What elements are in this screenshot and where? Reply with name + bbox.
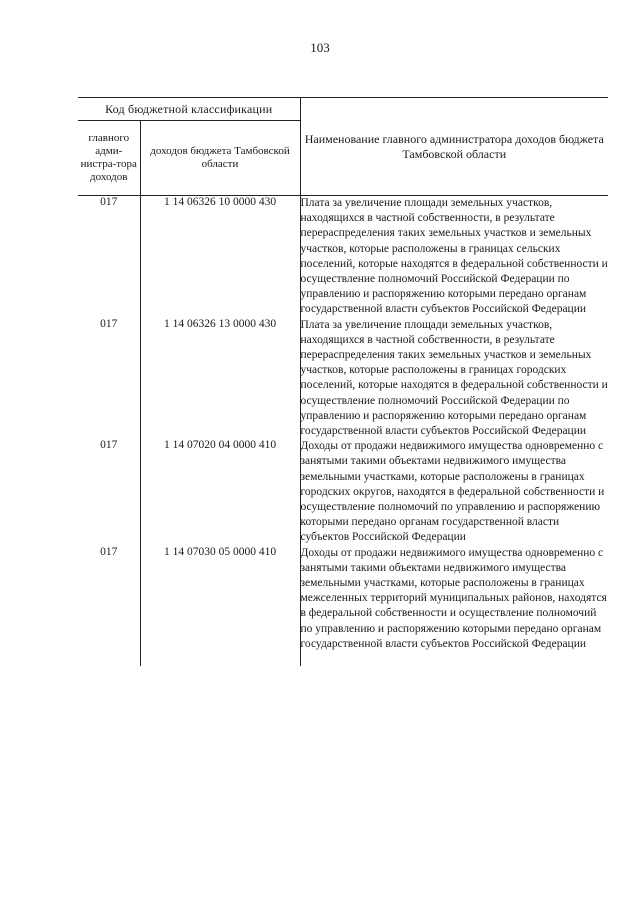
table-header: [78, 98, 608, 196]
income-name-cell: Плата за увеличение площади земельных участков, находящихся в частной собственности, в результате перераспределения таких земельных участков и земельных участков, которые расположены в границах городских поселений, которые находятся в федеральной собственности и осуществление полномочий Российской Федерации по управлению и распоряжению которыми передано органам государственной власти субъектов Российской Федерации: [300, 318, 608, 438]
income-name-cell: Доходы от продажи недвижимого имущества одновременно с занятыми такими объектами недвижимого имущества земельными участками, которые расположены в границах городских округов, находятся в федеральной собственности и осуществление полномочий по управлению и распоряжению которыми передано органам государственной власти субъектов Российской Федерации: [300, 440, 605, 544]
administrator-code-cell: 017: [78, 196, 140, 318]
header-budget-classification-code: Код бюджетной классификации: [78, 98, 300, 121]
table-row: [78, 439, 608, 545]
header-main-administrator: главного адми-нистра-тора доходов: [78, 121, 140, 196]
budget-code-cell: 1 14 07030 05 0000 410: [140, 546, 300, 666]
table-body: [78, 196, 608, 667]
table-row: [78, 546, 608, 666]
administrator-code-cell: 017: [78, 546, 140, 666]
budget-code-cell: 1 14 06326 10 0000 430: [140, 196, 300, 318]
header-budget-income: доходов бюджета Тамбовской области: [140, 121, 300, 196]
table-row: [78, 196, 608, 318]
income-name-cell: Плата за увеличение площади земельных участков, находящихся в частной собственности, в результате перераспределения таких земельных участков и земельных участков, которые расположены в границах сельских поселений, которые находятся в федеральной собственности и осуществление полномочий Российской Федерации по управлению и распоряжению которыми передано органам государственной власти субъектов Российской Федерации: [300, 197, 608, 316]
administrator-code-cell: 017: [78, 318, 140, 440]
budget-code-cell: 1 14 06326 13 0000 430: [140, 318, 300, 440]
header-administrator-name: Наименование главного администратора доходов бюджета Тамбовской области: [300, 98, 608, 196]
budget-code-cell: 1 14 07020 04 0000 410: [140, 439, 300, 545]
budget-classification-table: [78, 97, 608, 666]
administrator-code-cell: 017: [78, 439, 140, 545]
income-name-cell: Доходы от продажи недвижимого имущества одновременно с занятыми такими объектами недвижимого имущества земельными участками, которые расположены в границах межселенных территорий муниципальных районов, находятся в федеральной собственности и осуществление полномочий по управлению и распоряжению которыми передано органам государственной власти субъектов Российской Федерации: [300, 546, 607, 650]
table-row: [78, 318, 608, 440]
page-number: 103: [310, 40, 330, 55]
